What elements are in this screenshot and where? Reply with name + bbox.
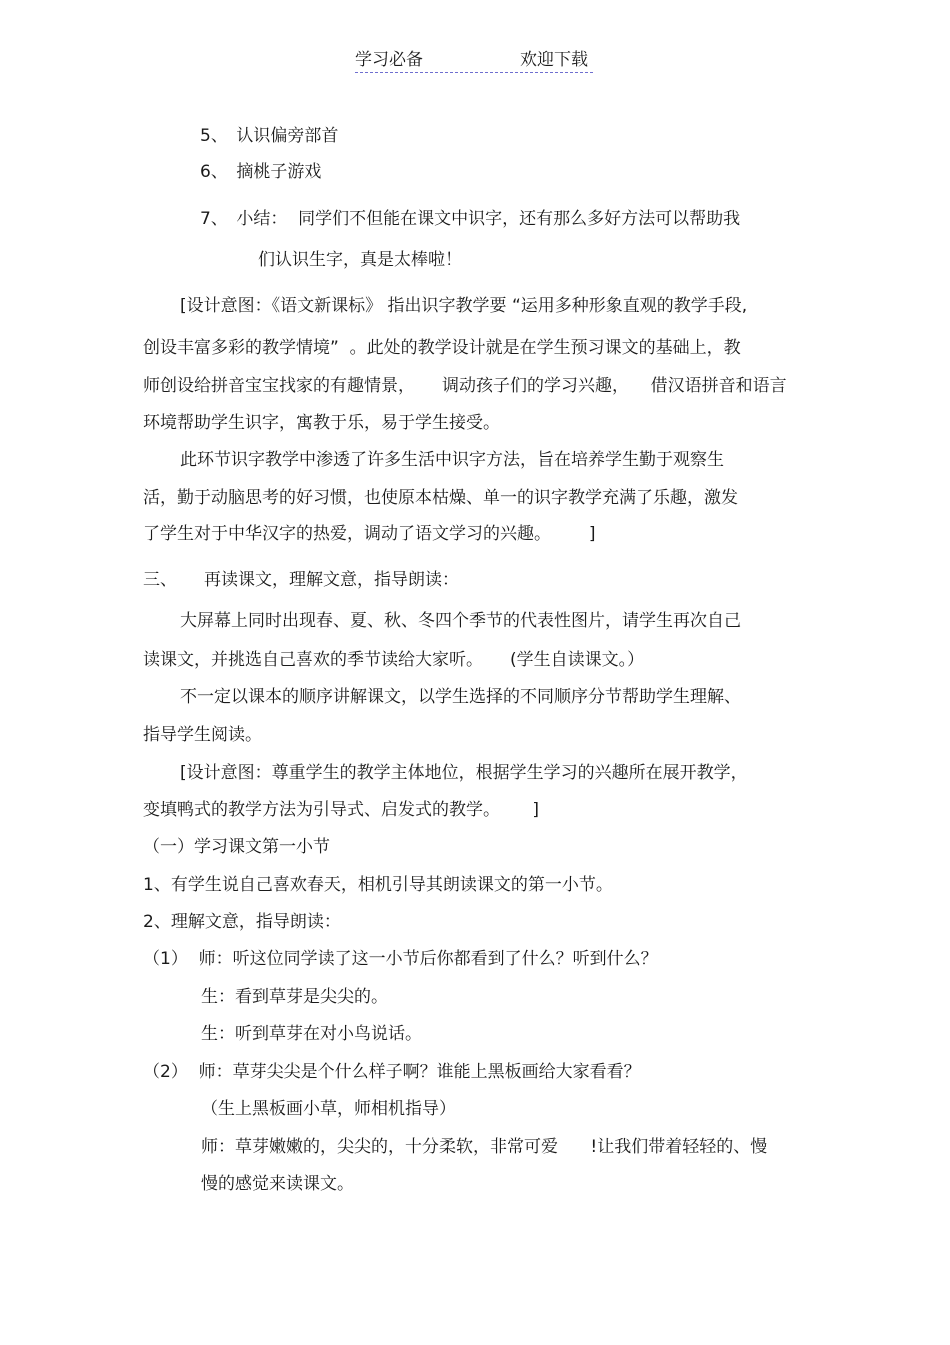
list-item-7-continued: 们认识生字，真是太棒啦！ <box>258 250 462 270</box>
dialogue-1-teacher: （1） 师：听这位同学读了这一小节后你都看到了什么？听到什么？ <box>143 949 658 969</box>
design-intent-line-4: 环境帮助学生识字，寓教于乐，易于学生接受。 <box>143 413 500 433</box>
section-heading-three: 三、 再读课文，理解文意，指导朗读： <box>143 570 460 590</box>
list-item-5: 5、 认识偏旁部首 <box>200 126 339 146</box>
numbered-step-1: 1、有学生说自己喜欢春天，相机引导其朗读课文的第一小节。 <box>143 875 613 895</box>
dialogue-1-student-a: 生：看到草芽是尖尖的。 <box>201 987 388 1007</box>
header-dashed-underline <box>355 72 593 73</box>
paragraph-line-5: 读课文，并挑选自己喜欢的季节读给大家听。 (学生自读课文。） <box>143 650 645 670</box>
dialogue-2-teacher: （2） 师：草芽尖尖是个什么样子啊？谁能上黑板画给大家看看？ <box>143 1062 641 1082</box>
dialogue-2-note: （生上黑板画小草，师相机指导） <box>201 1099 456 1119</box>
design-intent-line-3: 师创设给拼音宝宝找家的有趣情景， 调动孩子们的学习兴趣， 借汉语拼音和语言 <box>143 376 787 396</box>
paragraph-line-2: 活，勤于动脑思考的好习惯，也使原本枯燥、单一的识字教学充满了乐趣，激发 <box>143 488 738 508</box>
paragraph-line-7: 指导学生阅读。 <box>143 725 262 745</box>
paragraph-line-4: 大屏幕上同时出现春、夏、秋、冬四个季节的代表性图片，请学生再次自己 <box>180 611 741 631</box>
header-left-text: 学习必备 <box>355 50 423 70</box>
design-intent-2-line-1: [设计意图：尊重学生的教学主体地位，根据学生学习的兴趣所在展开教学， <box>180 763 748 783</box>
paragraph-line-6: 不一定以课本的顺序讲解课文，以学生选择的不同顺序分节帮助学生理解、 <box>180 687 741 707</box>
design-intent-line-1: [设计意图：《语文新课标》 指出识字教学要 “运用多种形象直观的教学手段, <box>180 296 748 316</box>
design-intent-line-2: 创设丰富多彩的教学情境” 。此处的教学设计就是在学生预习课文的基础上，教 <box>143 338 741 358</box>
dialogue-1-student-b: 生：听到草芽在对小鸟说话。 <box>201 1024 422 1044</box>
header-right-text: 欢迎下载 <box>520 50 588 70</box>
paragraph-line-3: 了学生对于中华汉字的热爱，调动了语文学习的兴趣。 ] <box>143 524 596 544</box>
numbered-step-2: 2、理解文意，指导朗读： <box>143 912 341 932</box>
design-intent-2-line-2: 变填鸭式的教学方法为引导式、启发式的教学。 ] <box>143 800 540 820</box>
subsection-heading: （一）学习课文第一小节 <box>143 837 330 857</box>
dialogue-2-teacher-reply: 师：草芽嫩嫩的，尖尖的，十分柔软，非常可爱 !让我们带着轻轻的、慢 <box>201 1137 768 1157</box>
paragraph-line-1: 此环节识字教学中渗透了许多生活中识字方法，旨在培养学生勤于观察生 <box>180 450 724 470</box>
list-item-7: 7、 小结： 同学们不但能在课文中识字，还有那么多好方法可以帮助我 <box>200 209 741 229</box>
dialogue-2-teacher-reply-continued: 慢的感觉来读课文。 <box>201 1174 354 1194</box>
list-item-6: 6、 摘桃子游戏 <box>200 162 322 182</box>
